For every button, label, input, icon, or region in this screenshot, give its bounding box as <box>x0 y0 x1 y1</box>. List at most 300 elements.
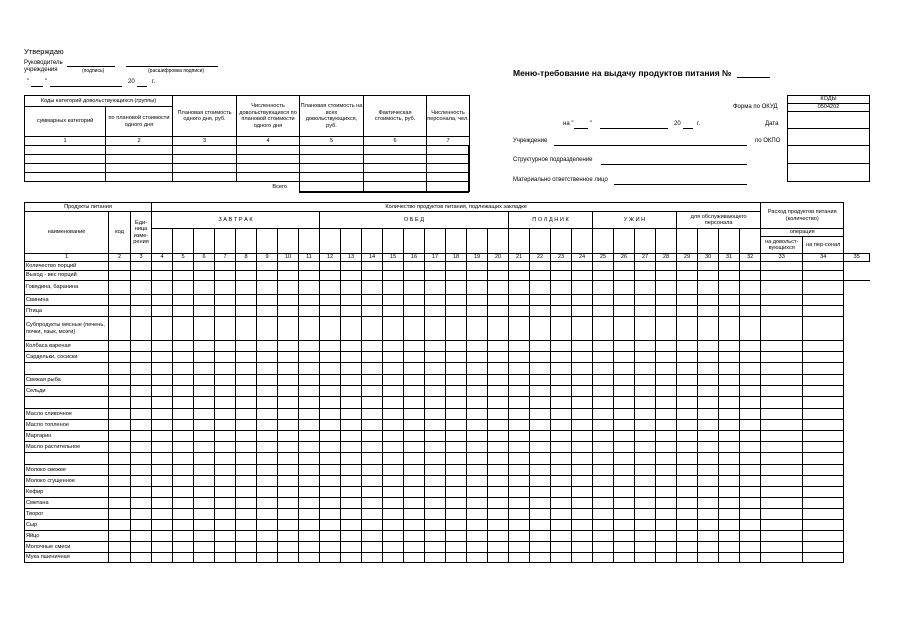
qty-cell[interactable] <box>677 375 698 386</box>
qty-cell[interactable] <box>551 409 572 420</box>
qty-cell[interactable] <box>425 295 446 306</box>
qty-cell[interactable] <box>719 520 740 531</box>
qty-cell[interactable] <box>236 553 257 563</box>
qty-cell[interactable] <box>719 476 740 487</box>
dish-cell[interactable] <box>404 229 425 254</box>
qty-cell[interactable] <box>215 553 236 563</box>
dish-cell[interactable] <box>635 229 656 254</box>
qty-cell[interactable] <box>719 409 740 420</box>
qty-cell[interactable] <box>761 281 803 295</box>
qty-cell[interactable] <box>383 520 404 531</box>
qty-cell[interactable] <box>698 476 719 487</box>
qty-cell[interactable] <box>425 397 446 409</box>
qty-cell[interactable] <box>299 520 320 531</box>
qty-cell[interactable] <box>740 453 761 465</box>
qty-cell[interactable] <box>362 262 383 271</box>
na-day-line[interactable] <box>574 128 588 129</box>
qty-cell[interactable] <box>215 295 236 306</box>
qty-cell[interactable] <box>425 317 446 341</box>
qty-cell[interactable] <box>677 397 698 409</box>
qty-cell[interactable] <box>236 442 257 453</box>
qty-cell[interactable] <box>530 442 551 453</box>
qty-cell[interactable] <box>719 442 740 453</box>
qty-cell[interactable] <box>257 271 278 281</box>
qty-cell[interactable] <box>215 476 236 487</box>
qty-cell[interactable] <box>152 295 173 306</box>
qty-cell[interactable] <box>425 442 446 453</box>
qty-cell[interactable] <box>740 476 761 487</box>
qty-cell[interactable] <box>488 531 509 542</box>
qty-cell[interactable] <box>383 363 404 375</box>
qty-cell[interactable] <box>656 397 677 409</box>
qty-cell[interactable] <box>572 431 593 442</box>
qty-cell[interactable] <box>467 465 488 476</box>
qty-cell[interactable] <box>299 553 320 563</box>
qty-cell[interactable] <box>656 271 677 281</box>
qty-cell[interactable] <box>803 341 844 352</box>
qty-cell[interactable] <box>509 553 530 563</box>
approve-month-line[interactable] <box>50 86 122 87</box>
qty-cell[interactable] <box>761 262 803 271</box>
qty-cell[interactable] <box>404 453 425 465</box>
qty-cell[interactable] <box>152 409 173 420</box>
qty-cell[interactable] <box>698 431 719 442</box>
qty-cell[interactable] <box>278 317 299 341</box>
qty-cell[interactable] <box>614 409 635 420</box>
qty-cell[interactable] <box>173 431 194 442</box>
qty-cell[interactable] <box>446 542 467 553</box>
institution-line[interactable] <box>554 145 747 146</box>
qty-cell[interactable] <box>194 409 215 420</box>
qty-cell[interactable] <box>614 531 635 542</box>
qty-cell[interactable] <box>173 409 194 420</box>
qty-cell[interactable] <box>635 531 656 542</box>
qty-cell[interactable] <box>257 420 278 431</box>
qty-cell[interactable] <box>320 271 341 281</box>
dish-cell[interactable] <box>677 229 698 254</box>
qty-cell[interactable] <box>761 341 803 352</box>
qty-cell[interactable] <box>299 431 320 442</box>
qty-cell[interactable] <box>551 476 572 487</box>
qty-cell[interactable] <box>467 386 488 397</box>
qty-cell[interactable] <box>215 363 236 375</box>
qty-cell[interactable] <box>656 363 677 375</box>
qty-cell[interactable] <box>425 306 446 317</box>
qty-cell[interactable] <box>446 341 467 352</box>
qty-cell[interactable] <box>719 553 740 563</box>
qty-cell[interactable] <box>425 509 446 520</box>
qty-cell[interactable] <box>530 509 551 520</box>
dish-cell[interactable] <box>530 229 551 254</box>
qty-cell[interactable] <box>425 498 446 509</box>
qty-cell[interactable] <box>109 375 131 386</box>
qty-cell[interactable] <box>383 271 404 281</box>
qty-cell[interactable] <box>740 341 761 352</box>
qty-cell[interactable] <box>404 509 425 520</box>
qty-cell[interactable] <box>383 553 404 563</box>
qty-cell[interactable] <box>488 271 509 281</box>
qty-cell[interactable] <box>320 295 341 306</box>
responsible-line[interactable] <box>614 184 747 185</box>
qty-cell[interactable] <box>278 487 299 498</box>
qty-cell[interactable] <box>551 281 572 295</box>
qty-cell[interactable] <box>425 386 446 397</box>
qty-cell[interactable] <box>257 442 278 453</box>
qty-cell[interactable] <box>362 487 383 498</box>
qty-cell[interactable] <box>551 386 572 397</box>
qty-cell[interactable] <box>362 542 383 553</box>
qty-cell[interactable] <box>362 498 383 509</box>
qty-cell[interactable] <box>551 531 572 542</box>
qty-cell[interactable] <box>803 295 844 306</box>
qty-cell[interactable] <box>719 509 740 520</box>
qty-cell[interactable] <box>614 386 635 397</box>
qty-cell[interactable] <box>614 375 635 386</box>
qty-cell[interactable] <box>320 453 341 465</box>
qty-cell[interactable] <box>446 386 467 397</box>
qty-cell[interactable] <box>635 281 656 295</box>
qty-cell[interactable] <box>404 306 425 317</box>
qty-cell[interactable] <box>530 431 551 442</box>
qty-cell[interactable] <box>341 520 362 531</box>
qty-cell[interactable] <box>593 363 614 375</box>
qty-cell[interactable] <box>131 262 152 271</box>
qty-cell[interactable] <box>740 295 761 306</box>
qty-cell[interactable] <box>425 465 446 476</box>
qty-cell[interactable] <box>656 553 677 563</box>
qty-cell[interactable] <box>593 453 614 465</box>
qty-cell[interactable] <box>614 420 635 431</box>
qty-cell[interactable] <box>614 498 635 509</box>
qty-cell[interactable] <box>446 409 467 420</box>
qty-cell[interactable] <box>656 375 677 386</box>
qty-cell[interactable] <box>109 520 131 531</box>
qty-cell[interactable] <box>131 281 152 295</box>
qty-cell[interactable] <box>299 465 320 476</box>
qty-cell[interactable] <box>698 386 719 397</box>
qty-cell[interactable] <box>572 420 593 431</box>
qty-cell[interactable] <box>677 509 698 520</box>
qty-cell[interactable] <box>383 341 404 352</box>
qty-cell[interactable] <box>593 262 614 271</box>
qty-cell[interactable] <box>509 295 530 306</box>
qty-cell[interactable] <box>194 509 215 520</box>
qty-cell[interactable] <box>109 317 131 341</box>
qty-cell[interactable] <box>530 397 551 409</box>
qty-cell[interactable] <box>509 341 530 352</box>
qty-cell[interactable] <box>740 553 761 563</box>
qty-cell[interactable] <box>740 431 761 442</box>
qty-cell[interactable] <box>236 295 257 306</box>
qty-cell[interactable] <box>572 542 593 553</box>
qty-cell[interactable] <box>614 487 635 498</box>
qty-cell[interactable] <box>488 281 509 295</box>
qty-cell[interactable] <box>551 352 572 363</box>
qty-cell[interactable] <box>236 281 257 295</box>
sign-line[interactable] <box>67 66 115 67</box>
qty-cell[interactable] <box>257 465 278 476</box>
qty-cell[interactable] <box>530 375 551 386</box>
qty-cell[interactable] <box>278 341 299 352</box>
qty-cell[interactable] <box>425 520 446 531</box>
qty-cell[interactable] <box>803 509 844 520</box>
qty-cell[interactable] <box>362 386 383 397</box>
qty-cell[interactable] <box>488 295 509 306</box>
qty-cell[interactable] <box>593 498 614 509</box>
qty-cell[interactable] <box>383 375 404 386</box>
qty-cell[interactable] <box>257 409 278 420</box>
qty-cell[interactable] <box>803 520 844 531</box>
qty-cell[interactable] <box>257 262 278 271</box>
qty-cell[interactable] <box>341 498 362 509</box>
qty-cell[interactable] <box>404 542 425 553</box>
okud-value[interactable]: 0504202 <box>788 104 870 112</box>
qty-cell[interactable] <box>299 306 320 317</box>
qty-cell[interactable] <box>803 281 844 295</box>
qty-cell[interactable] <box>236 498 257 509</box>
qty-cell[interactable] <box>698 281 719 295</box>
qty-cell[interactable] <box>320 420 341 431</box>
qty-cell[interactable] <box>109 420 131 431</box>
qty-cell[interactable] <box>572 397 593 409</box>
qty-cell[interactable] <box>109 397 131 409</box>
qty-cell[interactable] <box>131 487 152 498</box>
qty-cell[interactable] <box>131 409 152 420</box>
qty-cell[interactable] <box>803 531 844 542</box>
qty-cell[interactable] <box>509 397 530 409</box>
dish-cell[interactable] <box>509 229 530 254</box>
qty-cell[interactable] <box>509 375 530 386</box>
qty-cell[interactable] <box>677 431 698 442</box>
qty-cell[interactable] <box>152 453 173 465</box>
qty-cell[interactable] <box>572 363 593 375</box>
qty-cell[interactable] <box>257 476 278 487</box>
qty-cell[interactable] <box>740 352 761 363</box>
qty-cell[interactable] <box>530 386 551 397</box>
qty-cell[interactable] <box>677 498 698 509</box>
qty-cell[interactable] <box>109 442 131 453</box>
qty-cell[interactable] <box>635 498 656 509</box>
qty-cell[interactable] <box>215 509 236 520</box>
qty-cell[interactable] <box>530 498 551 509</box>
qty-cell[interactable] <box>635 397 656 409</box>
qty-cell[interactable] <box>509 386 530 397</box>
qty-cell[interactable] <box>551 375 572 386</box>
qty-cell[interactable] <box>551 498 572 509</box>
qty-cell[interactable] <box>257 317 278 341</box>
qty-cell[interactable] <box>719 386 740 397</box>
qty-cell[interactable] <box>656 465 677 476</box>
qty-cell[interactable] <box>803 397 844 409</box>
qty-cell[interactable] <box>194 542 215 553</box>
qty-cell[interactable] <box>257 487 278 498</box>
qty-cell[interactable] <box>635 487 656 498</box>
qty-cell[interactable] <box>467 397 488 409</box>
qty-cell[interactable] <box>236 453 257 465</box>
qty-cell[interactable] <box>299 531 320 542</box>
qty-cell[interactable] <box>677 317 698 341</box>
qty-cell[interactable] <box>635 442 656 453</box>
qty-cell[interactable] <box>803 476 844 487</box>
qty-cell[interactable] <box>677 295 698 306</box>
qty-cell[interactable] <box>593 509 614 520</box>
qty-cell[interactable] <box>530 553 551 563</box>
qty-cell[interactable] <box>509 520 530 531</box>
qty-cell[interactable] <box>341 386 362 397</box>
qty-cell[interactable] <box>194 375 215 386</box>
qty-cell[interactable] <box>131 397 152 409</box>
qty-cell[interactable] <box>131 295 152 306</box>
dish-cell[interactable] <box>383 229 404 254</box>
qty-cell[interactable] <box>236 509 257 520</box>
qty-cell[interactable] <box>362 531 383 542</box>
qty-cell[interactable] <box>740 520 761 531</box>
qty-cell[interactable] <box>278 542 299 553</box>
qty-cell[interactable] <box>614 553 635 563</box>
qty-cell[interactable] <box>194 295 215 306</box>
qty-cell[interactable] <box>425 531 446 542</box>
qty-cell[interactable] <box>803 262 844 271</box>
qty-cell[interactable] <box>109 531 131 542</box>
qty-cell[interactable] <box>425 487 446 498</box>
qty-cell[interactable] <box>761 553 803 563</box>
qty-cell[interactable] <box>404 487 425 498</box>
qty-cell[interactable] <box>530 271 551 281</box>
qty-cell[interactable] <box>572 442 593 453</box>
qty-cell[interactable] <box>740 262 761 271</box>
qty-cell[interactable] <box>698 306 719 317</box>
qty-cell[interactable] <box>109 352 131 363</box>
date-cell[interactable] <box>788 112 870 129</box>
qty-cell[interactable] <box>362 306 383 317</box>
qty-cell[interactable] <box>761 542 803 553</box>
qty-cell[interactable] <box>551 397 572 409</box>
qty-cell[interactable] <box>698 295 719 306</box>
qty-cell[interactable] <box>803 375 844 386</box>
qty-cell[interactable] <box>278 375 299 386</box>
qty-cell[interactable] <box>383 397 404 409</box>
qty-cell[interactable] <box>488 363 509 375</box>
qty-cell[interactable] <box>488 409 509 420</box>
qty-cell[interactable] <box>341 531 362 542</box>
qty-cell[interactable] <box>194 262 215 271</box>
qty-cell[interactable] <box>152 262 173 271</box>
qty-cell[interactable] <box>383 352 404 363</box>
qty-cell[interactable] <box>551 363 572 375</box>
qty-cell[interactable] <box>152 375 173 386</box>
qty-cell[interactable] <box>173 397 194 409</box>
qty-cell[interactable] <box>446 295 467 306</box>
qty-cell[interactable] <box>572 271 593 281</box>
qty-cell[interactable] <box>614 271 635 281</box>
qty-cell[interactable] <box>131 442 152 453</box>
qty-cell[interactable] <box>299 453 320 465</box>
qty-cell[interactable] <box>509 509 530 520</box>
qty-cell[interactable] <box>698 262 719 271</box>
qty-cell[interactable] <box>698 487 719 498</box>
qty-cell[interactable] <box>635 317 656 341</box>
qty-cell[interactable] <box>404 317 425 341</box>
qty-cell[interactable] <box>404 375 425 386</box>
qty-cell[interactable] <box>572 262 593 271</box>
qty-cell[interactable] <box>446 531 467 542</box>
qty-cell[interactable] <box>509 498 530 509</box>
qty-cell[interactable] <box>257 306 278 317</box>
responsible-code-cell[interactable] <box>788 164 870 182</box>
qty-cell[interactable] <box>257 397 278 409</box>
qty-cell[interactable] <box>194 465 215 476</box>
qty-cell[interactable] <box>719 295 740 306</box>
qty-cell[interactable] <box>719 453 740 465</box>
qty-cell[interactable] <box>698 271 719 281</box>
qty-cell[interactable] <box>362 397 383 409</box>
qty-cell[interactable] <box>383 509 404 520</box>
qty-cell[interactable] <box>299 281 320 295</box>
qty-cell[interactable] <box>215 306 236 317</box>
qty-cell[interactable] <box>173 520 194 531</box>
qty-cell[interactable] <box>131 542 152 553</box>
qty-cell[interactable] <box>551 306 572 317</box>
qty-cell[interactable] <box>761 465 803 476</box>
qty-cell[interactable] <box>446 420 467 431</box>
qty-cell[interactable] <box>320 352 341 363</box>
qty-cell[interactable] <box>404 397 425 409</box>
qty-cell[interactable] <box>488 352 509 363</box>
qty-cell[interactable] <box>803 386 844 397</box>
qty-cell[interactable] <box>530 465 551 476</box>
qty-cell[interactable] <box>719 397 740 409</box>
qty-cell[interactable] <box>173 341 194 352</box>
qty-cell[interactable] <box>152 442 173 453</box>
approve-year-line[interactable] <box>137 86 147 87</box>
qty-cell[interactable] <box>341 397 362 409</box>
qty-cell[interactable] <box>131 375 152 386</box>
qty-cell[interactable] <box>467 442 488 453</box>
qty-cell[interactable] <box>488 262 509 271</box>
qty-cell[interactable] <box>131 531 152 542</box>
qty-cell[interactable] <box>109 431 131 442</box>
qty-cell[interactable] <box>173 487 194 498</box>
qty-cell[interactable] <box>109 306 131 317</box>
qty-cell[interactable] <box>467 409 488 420</box>
qty-cell[interactable] <box>236 487 257 498</box>
qty-cell[interactable] <box>173 553 194 563</box>
qty-cell[interactable] <box>152 317 173 341</box>
qty-cell[interactable] <box>593 531 614 542</box>
qty-cell[interactable] <box>530 476 551 487</box>
qty-cell[interactable] <box>488 397 509 409</box>
qty-cell[interactable] <box>740 542 761 553</box>
qty-cell[interactable] <box>530 453 551 465</box>
qty-cell[interactable] <box>467 531 488 542</box>
qty-cell[interactable] <box>467 553 488 563</box>
qty-cell[interactable] <box>509 409 530 420</box>
qty-cell[interactable] <box>341 509 362 520</box>
qty-cell[interactable] <box>404 431 425 442</box>
qty-cell[interactable] <box>698 542 719 553</box>
qty-cell[interactable] <box>530 409 551 420</box>
dish-cell[interactable] <box>320 229 341 254</box>
qty-cell[interactable] <box>551 520 572 531</box>
dish-cell[interactable] <box>341 229 362 254</box>
qty-cell[interactable] <box>593 442 614 453</box>
qty-cell[interactable] <box>320 341 341 352</box>
qty-cell[interactable] <box>299 498 320 509</box>
qty-cell[interactable] <box>278 465 299 476</box>
approve-day-line[interactable] <box>31 86 43 87</box>
qty-cell[interactable] <box>803 431 844 442</box>
dish-cell[interactable] <box>362 229 383 254</box>
